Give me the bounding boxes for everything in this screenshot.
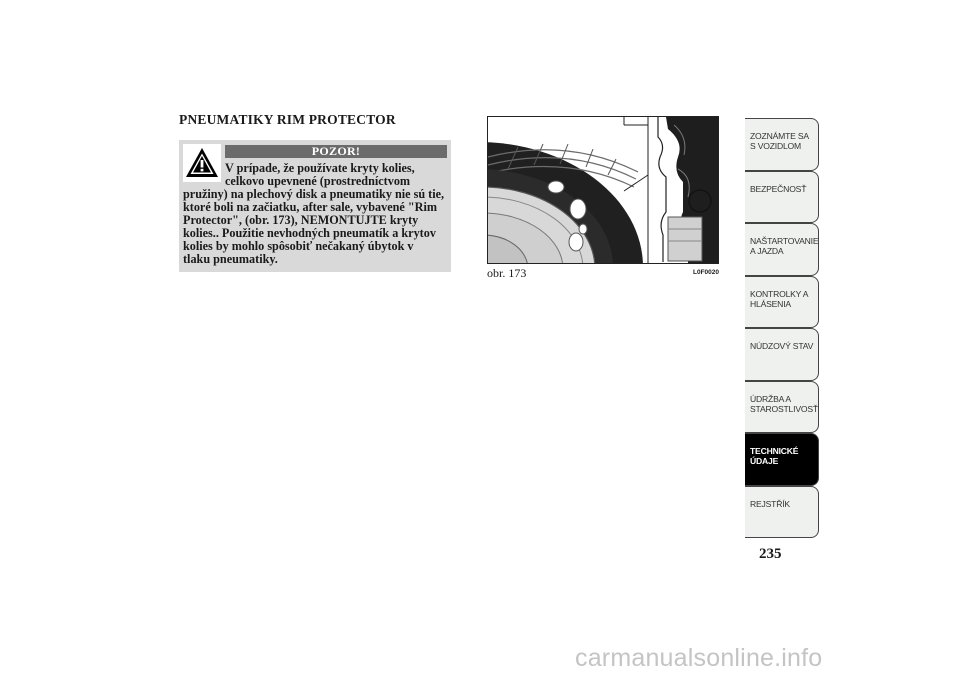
warning-text-body — [183, 188, 449, 267]
sidebar-tab-label: KONTROLKY A HLÁSENIA — [750, 288, 808, 309]
sidebar-tab[interactable] — [745, 223, 819, 276]
sidebar-tab-label: NAŠTARTOVANIE A JAZDA — [750, 236, 819, 256]
warning-text-intro — [225, 162, 447, 188]
page-number: 235 — [759, 546, 782, 562]
sidebar-tab-label: ZOZNÁMTE SA S VOZIDLOM — [750, 131, 809, 151]
chapter-index-sidebar — [745, 118, 819, 538]
tire-figure — [487, 116, 719, 264]
sidebar-tab-label: REJSTŘÍK — [750, 498, 790, 509]
sidebar-tab[interactable] — [745, 486, 819, 539]
sidebar-tab[interactable] — [745, 171, 819, 224]
warning-box — [179, 140, 451, 272]
sidebar-tab-label: ÚDRŽBA A STAROSTLIVOSŤ — [750, 393, 818, 414]
figure-caption: obr. 173 — [487, 266, 527, 280]
warning-text-line: V prípade, že používate kryty kolies, — [225, 161, 415, 175]
warning-text-line: kolies.. Použitie nevhodných pneumatík a krytov — [183, 226, 436, 241]
warning-header: POZOR! — [225, 145, 447, 158]
sidebar-tab[interactable] — [745, 276, 819, 329]
sidebar-tab[interactable] — [745, 118, 819, 171]
warning-triangle-icon — [183, 144, 221, 182]
sidebar-tab-label: BEZPEČNOSŤ — [750, 183, 807, 194]
warning-text-line: kolies by mohlo spôsobiť nečakaný úbytok v — [183, 239, 414, 254]
warning-text-line: Protector", (obr. 173), NEMONTUJTE kryty — [183, 213, 419, 228]
sidebar-tab-label: TECHNICKÉ ÚDAJE — [750, 446, 799, 466]
sidebar-tab[interactable] — [745, 381, 819, 434]
sidebar-tab[interactable] — [745, 433, 819, 486]
warning-text-line: ktoré boli na začiatku, after sale, vybavené "Rim — [183, 200, 437, 215]
figure-code: L0F0020 — [693, 269, 720, 276]
warning-text-line: tlaku pneumatiky. — [183, 252, 278, 267]
warning-text-line: celkovo upevnené (prostredníctvom — [225, 174, 411, 189]
warning-text-line: pružiny) na plechový disk a pneumatiky nie sú tie, — [183, 187, 445, 201]
section-title: PNEUMATIKY RIM PROTECTOR — [179, 112, 396, 127]
watermark: carmanualsonline.info — [575, 644, 823, 672]
sidebar-tab-label: NÚDZOVÝ STAV — [750, 341, 814, 351]
sidebar-tab[interactable] — [745, 328, 819, 381]
